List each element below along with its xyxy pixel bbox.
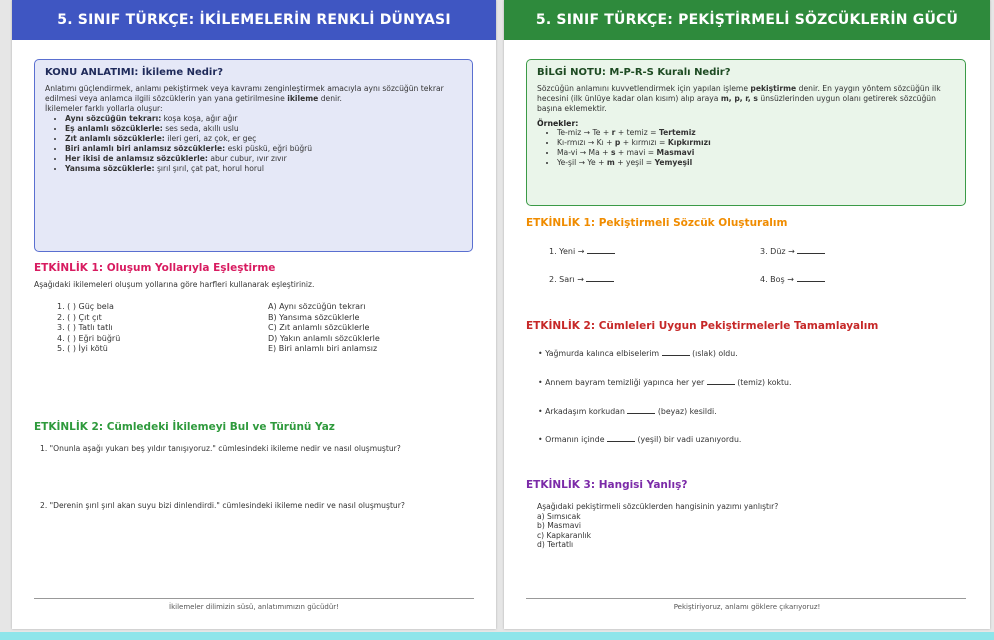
match-item[interactable]: 5. ( ) İyi kötü bbox=[57, 344, 108, 353]
choice-option[interactable]: b) Masmavi bbox=[537, 521, 582, 530]
examples-list bbox=[537, 128, 955, 168]
bilgi-title: BİLGİ NOTU: M-P-R-S Kuralı Nedir? bbox=[537, 67, 731, 78]
etkinlik-2-title-left: ETKİNLİK 2: Cümledeki İkilemeyi Bul ve Türünü Yaz bbox=[34, 421, 335, 433]
bilgi-paragraph: Sözcüğün anlamını kuvvetlendirmek için yapılan işleme pekiştirme denir. En yaygın yöntem sözcüğün ilk hecesini (ilk ünlüye kadar olan kısım) alıp araya m, p, r, s ünsüzlerinden uygun olanı getirerek sözcüğün başına eklemektir. bbox=[537, 84, 941, 113]
question-text: Aşağıdaki pekiştirmeli sözcüklerden hangisinin yazımı yanlıştır? bbox=[537, 502, 779, 511]
page-title-left: 5. SINIF TÜRKÇE: İKİLEMELERİN RENKLİ DÜNYASI bbox=[12, 0, 496, 40]
question-1: 1. "Onunla aşağı yukarı beş yıldır tanışıyoruz." cümlesindeki ikileme nedir ve nasıl oluşmuştur? bbox=[40, 444, 401, 453]
konu-title: KONU ANLATIMI: İkileme Nedir? bbox=[45, 67, 224, 78]
match-option: A) Aynı sözcüğün tekrarı bbox=[268, 302, 366, 311]
konu-anlatimi-box bbox=[34, 59, 473, 252]
list-item: • Te-miz → Te + r + temiz = Tertemiz bbox=[557, 128, 955, 138]
worksheet-page-right bbox=[504, 0, 990, 629]
answer-blank[interactable] bbox=[627, 405, 655, 414]
answer-blank[interactable] bbox=[797, 245, 825, 254]
etkinlik-1-title-right: ETKİNLİK 1: Pekiştirmeli Sözcük Oluşturalım bbox=[526, 217, 788, 229]
etkinlik-2-title-right: ETKİNLİK 2: Cümleleri Uygun Pekiştirmelerle Tamamlayalım bbox=[526, 320, 879, 332]
list-item: • Eş anlamlı sözcüklerle: ses seda, akıllı uslu bbox=[65, 124, 462, 134]
match-item[interactable]: 2. ( ) Çıt çıt bbox=[57, 312, 102, 322]
answer-blank[interactable] bbox=[707, 376, 735, 385]
ikileme-types-list bbox=[45, 114, 462, 174]
choice-option[interactable]: a) Sımsıcak bbox=[537, 511, 581, 521]
worksheet-page-left bbox=[12, 0, 496, 629]
page-title-right: 5. SINIF TÜRKÇE: PEKİŞTİRMELİ SÖZCÜKLERİN GÜCÜ bbox=[504, 0, 990, 40]
examples-title: Örnekler: bbox=[537, 119, 579, 128]
list-item: • Ye-şil → Ye + m + yeşil = Yemyeşil bbox=[557, 158, 955, 168]
footer-divider bbox=[526, 598, 966, 599]
match-item[interactable]: 1. ( ) Güç bela bbox=[57, 302, 114, 311]
match-option: E) Biri anlamlı biri anlamsız bbox=[268, 344, 378, 353]
answer-blank[interactable] bbox=[662, 347, 690, 356]
answer-blank[interactable] bbox=[607, 433, 635, 442]
match-option: B) Yansıma sözcüklerle bbox=[268, 312, 360, 322]
sentence-item: • Ormanın içinde (yeşil) bir vadi uzanıyordu. bbox=[538, 435, 742, 444]
match-item[interactable]: 3. ( ) Tatlı tatlı bbox=[57, 323, 113, 332]
sentence-item: • Yağmurda kalınca elbiselerim (ıslak) oldu. bbox=[538, 349, 738, 358]
konu-paragraph: Anlatımı güçlendirmek, anlamı pekiştirmek veya kavramı zenginleştirmek amacıyla aynı sözcüğün tekrar edilmesi veya anlamca ilgili sözcüklerin yan yana getirilmesine ikileme denir. bbox=[45, 84, 444, 103]
window-bottom-bar bbox=[0, 632, 994, 640]
footer-text-left: İkilemeler dilimizin süsü, anlatımımızın gücüdür! bbox=[169, 603, 339, 611]
fill-item[interactable]: 3. Düz → bbox=[760, 245, 825, 258]
list-item: • Aynı sözcüğün tekrarı: koşa koşa, ağır ağır bbox=[65, 114, 462, 124]
multiple-choice bbox=[537, 502, 778, 550]
answer-blank[interactable] bbox=[586, 273, 614, 282]
sentence-item: • Annem bayram temizliği yapınca her yer (temiz) koktu. bbox=[538, 378, 792, 387]
bilgi-notu-box bbox=[526, 59, 966, 206]
etkinlik-1-title-left: ETKİNLİK 1: Oluşum Yollarıyla Eşleştirme bbox=[34, 262, 276, 274]
match-option: C) Zıt anlamlı sözcüklerle bbox=[268, 323, 370, 332]
list-item: • Yansıma sözcüklerle: şırıl şırıl, çat pat, horul horul bbox=[65, 164, 462, 174]
matching-right-column bbox=[268, 302, 380, 355]
answer-blank[interactable] bbox=[587, 245, 615, 254]
question-2: 2. "Derenin şırıl şırıl akan suyu bizi dinlendirdi." cümlesindeki ikileme nedir ve nasıl oluşmuştur? bbox=[40, 501, 405, 510]
footer-text-right: Pekiştiriyoruz, anlamı göklere çıkarıyoruz! bbox=[673, 603, 821, 611]
choice-option[interactable]: d) Tertatlı bbox=[537, 540, 574, 549]
list-item: • Zıt anlamlı sözcüklerle: ileri geri, az çok, er geç bbox=[65, 134, 462, 144]
fill-item[interactable]: 2. Sarı → bbox=[549, 273, 614, 286]
matching-left-column bbox=[57, 302, 120, 355]
list-item: • Biri anlamlı biri anlamsız sözcüklerle: eski püskü, eğri büğrü bbox=[65, 144, 462, 154]
fill-item[interactable]: 1. Yeni → bbox=[549, 245, 615, 258]
fill-item[interactable]: 4. Boş → bbox=[760, 273, 825, 286]
choice-option[interactable]: c) Kapkaranlık bbox=[537, 530, 591, 540]
list-item: • Kı-rmızı → Kı + p + kırmızı = Kıpkırmızı bbox=[557, 138, 955, 148]
answer-blank[interactable] bbox=[797, 273, 825, 282]
etkinlik-1-instruction: Aşağıdaki ikilemeleri oluşum yollarına göre harfleri kullanarak eşleştiriniz. bbox=[34, 280, 315, 289]
match-option: D) Yakın anlamlı sözcüklerle bbox=[268, 333, 380, 343]
list-item: • Ma-vi → Ma + s + mavi = Masmavi bbox=[557, 148, 955, 158]
sentence-item: • Arkadaşım korkudan (beyaz) kesildi. bbox=[538, 407, 717, 416]
etkinlik-3-title-right: ETKİNLİK 3: Hangisi Yanlış? bbox=[526, 479, 688, 491]
match-item[interactable]: 4. ( ) Eğri büğrü bbox=[57, 333, 121, 343]
konu-intro: İkilemeler farklı yollarla oluşur: bbox=[45, 104, 163, 113]
list-item: • Her ikisi de anlamsız sözcüklerle: abur cubur, ıvır zıvır bbox=[65, 154, 462, 164]
footer-divider bbox=[34, 598, 474, 599]
